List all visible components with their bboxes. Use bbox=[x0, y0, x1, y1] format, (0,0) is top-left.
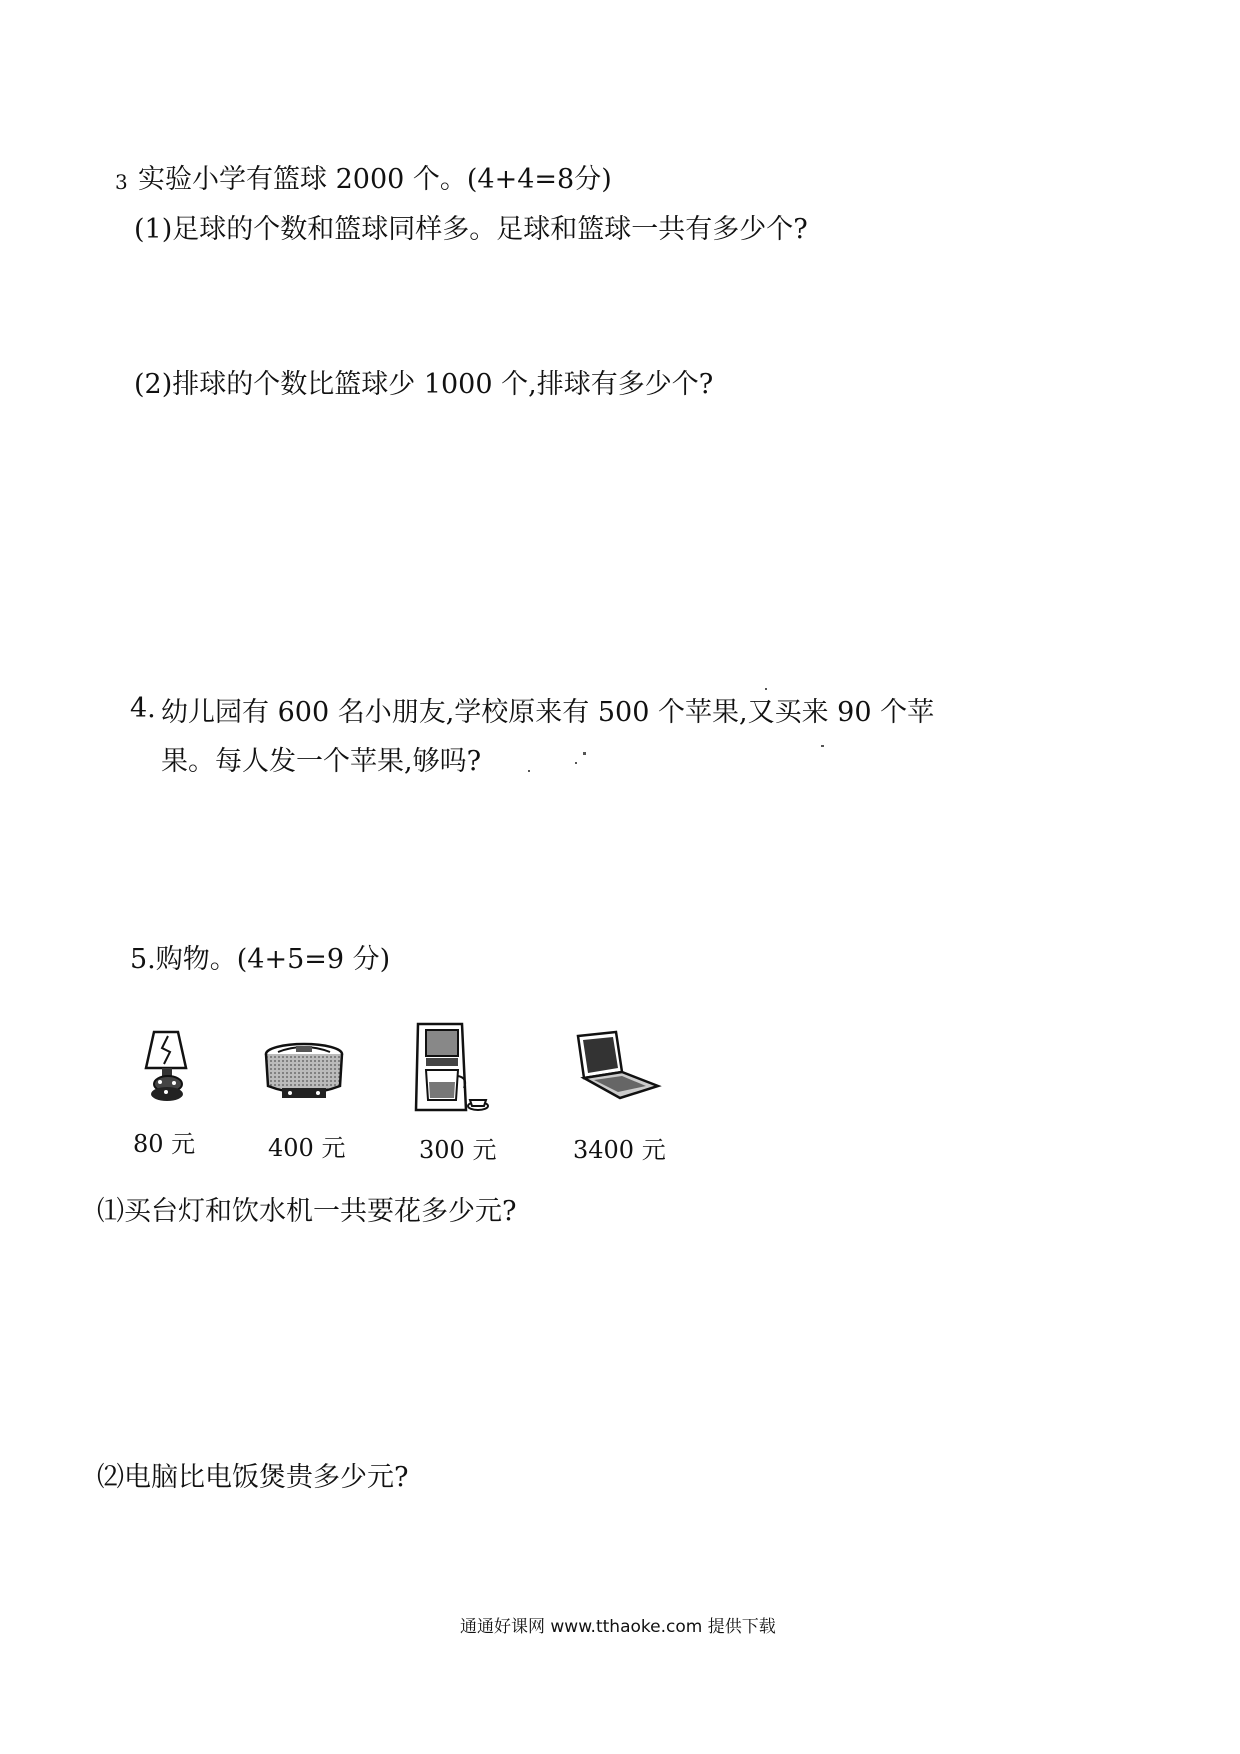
question-3-part-2: (2)排球的个数比篮球少 1000 个,排球有多少个? bbox=[134, 369, 714, 400]
water-dispenser-icon bbox=[412, 1018, 492, 1118]
laptop-icon bbox=[572, 1030, 662, 1102]
scan-speck bbox=[821, 745, 824, 747]
scan-speck bbox=[583, 752, 586, 755]
question-3-number: 3 bbox=[115, 170, 128, 194]
question-4-number: 4. bbox=[130, 693, 156, 724]
scan-speck bbox=[575, 762, 577, 764]
desk-lamp-icon bbox=[138, 1028, 198, 1108]
question-5-part-2: ⑵电脑比电饭煲贵多少元? bbox=[97, 1462, 409, 1493]
question-4-line-2: 果。每人发一个苹果,够吗? bbox=[161, 746, 482, 777]
scan-speck bbox=[528, 770, 530, 772]
question-5-title: 5.购物。(4+5=9 分) bbox=[130, 944, 391, 975]
scan-speck bbox=[765, 688, 767, 690]
question-3-part-1: (1)足球的个数和篮球同样多。足球和篮球一共有多少个? bbox=[134, 214, 808, 245]
laptop-price: 3400 元 bbox=[573, 1136, 666, 1164]
question-3-title: 实验小学有篮球 2000 个。(4+4=8分) bbox=[138, 164, 612, 195]
question-5-part-1: ⑴买台灯和饮水机一共要花多少元? bbox=[97, 1196, 517, 1227]
rice-cooker-icon bbox=[262, 1040, 346, 1104]
rice-cooker-price: 400 元 bbox=[268, 1134, 346, 1162]
footer-text: 通通好课网 www.tthaoke.com 提供下载 bbox=[460, 1617, 776, 1637]
question-4-line-1: 幼儿园有 600 名小朋友,学校原来有 500 个苹果,又买来 90 个苹 bbox=[161, 697, 935, 728]
desk-lamp-price: 80 元 bbox=[133, 1130, 196, 1158]
water-dispenser-price: 300 元 bbox=[419, 1136, 497, 1164]
